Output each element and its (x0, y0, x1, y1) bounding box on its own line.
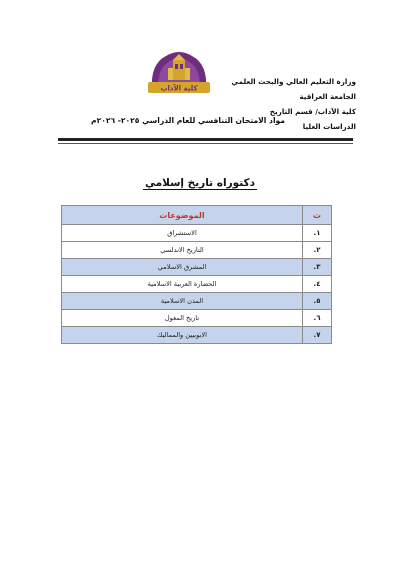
exam-title: مواد الامتحان التنافسي للعام الدراسي ٢٠٢٥- ٢٠٢٦م (90, 116, 286, 125)
row-topic: المدن الاسلامية (62, 293, 303, 310)
row-topic: تاريخ المغول (62, 310, 303, 327)
logo-text: كلية الآداب (160, 84, 198, 93)
table-header-row (62, 206, 332, 225)
row-number: ٢. (303, 242, 332, 259)
row-number: ٦. (303, 310, 332, 327)
row-topic: التاريخ الاندلسي (62, 242, 303, 259)
topics-table (61, 205, 332, 344)
ministry-line: وزارة التعليم العالي والبحث العلمي (231, 77, 356, 86)
row-topic: الحضارة العربية الاسلامية (62, 276, 303, 293)
row-topic: الاستشراق (62, 225, 303, 242)
table-row (62, 225, 332, 242)
college-logo (144, 46, 214, 96)
document-title-text: دكتوراه تاريخ إسلامي (145, 177, 255, 189)
row-number: ٤. (303, 276, 332, 293)
table-row (62, 327, 332, 344)
row-topic: المشرق الاسلامي (62, 259, 303, 276)
column-header-topics: الموضوعات (62, 206, 303, 225)
column-header-number: ت (303, 206, 332, 225)
university-line: الجامعة العراقية (299, 92, 356, 101)
document-title (0, 171, 400, 190)
institution-block (226, 74, 356, 134)
row-number: ١. (303, 225, 332, 242)
postgraduate-line: الدراسات العليا (302, 122, 356, 131)
row-number: ٣. (303, 259, 332, 276)
college-department-line: كلية الآداب/ قسم التاريخ (269, 107, 356, 116)
table-row (62, 276, 332, 293)
header-divider-thin (58, 143, 353, 144)
row-number: ٧. (303, 327, 332, 344)
table-row (62, 242, 332, 259)
row-topic: الايوبيين والمماليك (62, 327, 303, 344)
table-row (62, 293, 332, 310)
table-row (62, 310, 332, 327)
row-number: ٥. (303, 293, 332, 310)
table-row (62, 259, 332, 276)
header-divider (58, 138, 353, 141)
